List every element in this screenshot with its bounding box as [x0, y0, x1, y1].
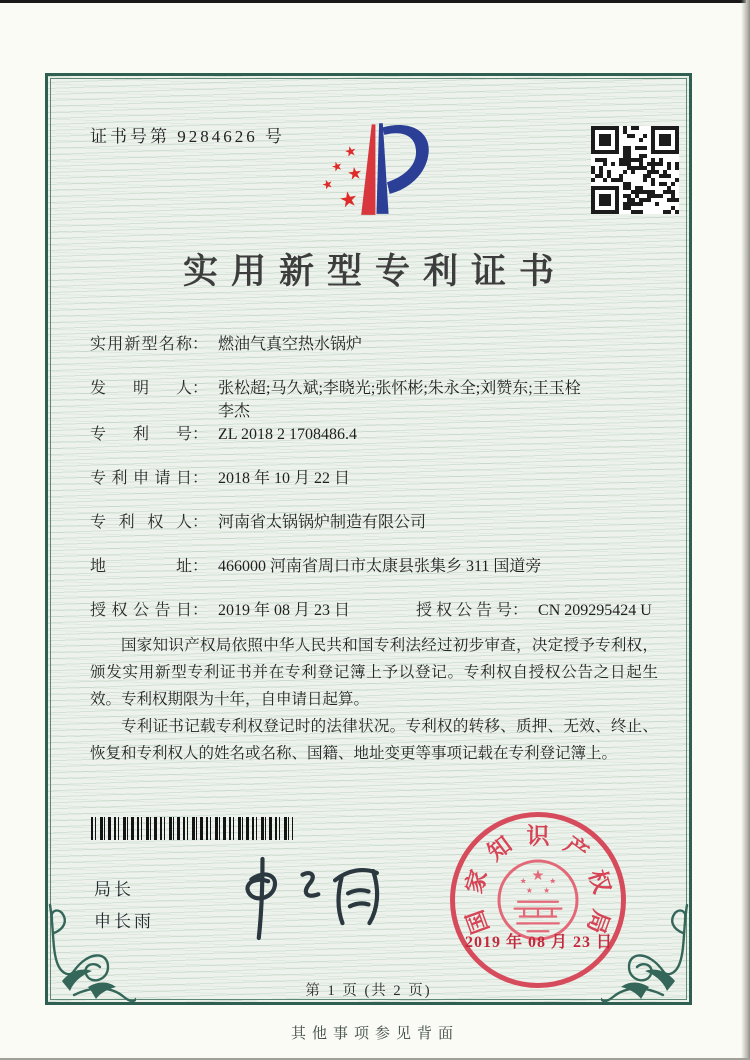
field-value: 燃油气真空热水锅炉	[218, 336, 363, 353]
seal-date: 2019 年 08 月 23 日	[464, 934, 613, 951]
legal-paragraph-1: 国家知识产权局依照中华人民共和国专利法经过初步审查，决定授予专利权，颁发实用新型专利证书并在专利登记簿上予以登记。专利权自授权公告之日起生效。专利权期限为十年，自申请日起算。	[90, 637, 658, 708]
seal-agency-char: 国	[461, 906, 494, 938]
colon: ：	[192, 514, 209, 531]
svg-text:★: ★	[519, 876, 527, 886]
field-utility-model-name	[90, 333, 670, 356]
colon: ：	[192, 470, 209, 487]
field-label: 实用新型名称	[90, 336, 192, 353]
field-value: ZL 2018 2 1708486.4	[218, 426, 357, 443]
logo-blue-wedge	[376, 123, 388, 214]
field-value: 466000 河南省周口市太康县张集乡 311 国道旁	[218, 558, 542, 575]
director-signature	[216, 848, 402, 948]
field-value: CN 209295424 U	[538, 602, 652, 619]
page-indicator: 第 1 页 (共 2 页)	[305, 983, 432, 999]
cnipa-seal-icon	[450, 812, 626, 988]
seal-agency-char: 局	[582, 906, 615, 938]
inventors-line2: 李杰	[218, 403, 251, 420]
corner-flourish-icon	[44, 903, 136, 1007]
field-label: 地址	[90, 558, 192, 575]
inventors-line1: 张松超;马久斌;李晓光;张怀彬;朱永全;刘赞东;王玉栓	[218, 380, 581, 397]
field-value: 2019 年 08 月 23 日	[218, 602, 351, 619]
cnipa-logo-icon	[298, 118, 456, 236]
svg-text:★: ★	[549, 876, 557, 886]
certificate-number: 证书号第 9284626 号	[90, 127, 285, 146]
field-label: 发明人	[90, 380, 192, 397]
legal-text	[90, 632, 658, 767]
barcode-icon	[91, 817, 293, 840]
field-label: 专利权人	[90, 514, 192, 531]
field-filing-date	[90, 467, 670, 490]
svg-text:★: ★	[531, 867, 545, 885]
legal-paragraph-2: 专利证书记载专利权登记时的法律状况。专利权的转移、质押、无效、终止、恢复和专利权人的姓名或名称、国籍、地址变更等事项记载在专利登记簿上。	[90, 718, 658, 762]
certificate-title: 实用新型专利证书	[182, 252, 567, 291]
certificate-frame	[45, 73, 692, 1005]
colon: ：	[192, 426, 209, 443]
field-list	[90, 333, 670, 643]
colon: ：	[192, 602, 209, 619]
field-label: 授权公告日	[90, 602, 192, 619]
corner-flourish-icon	[601, 903, 693, 1007]
svg-text:★: ★	[343, 142, 359, 162]
seal-agency-char: 知	[482, 830, 517, 866]
svg-text:★: ★	[345, 162, 364, 185]
svg-text:★: ★	[329, 157, 345, 176]
qr-code-icon	[591, 126, 679, 214]
back-note: 其他事项参见背面	[290, 1026, 459, 1042]
seal-agency-char: 权	[584, 866, 616, 897]
field-address	[90, 555, 670, 578]
field-inventors	[90, 377, 670, 423]
svg-text:★: ★	[337, 185, 361, 213]
scan-edge-right	[741, 0, 750, 1060]
seal-agency-char: 产	[559, 830, 594, 866]
colon: ：	[192, 558, 209, 575]
field-label: 专利申请日	[90, 470, 192, 487]
logo-p-bowl	[382, 125, 429, 194]
field-patent-number	[90, 423, 670, 446]
field-value: 河南省太锅锅炉制造有限公司	[218, 514, 427, 531]
scan-edge-top	[0, 0, 746, 3]
colon: ：	[192, 380, 209, 397]
field-grant-row	[90, 599, 670, 622]
seal-agency-char: 家	[460, 866, 492, 897]
svg-text:★: ★	[543, 886, 551, 896]
seal-agency-char: 识	[526, 822, 550, 849]
officer-name: 申长雨	[94, 912, 154, 931]
colon: ：	[512, 602, 529, 619]
logo-red-wedge	[361, 124, 375, 215]
svg-text:★: ★	[319, 175, 336, 194]
field-value: 2018 年 10 月 22 日	[218, 470, 351, 487]
field-label: 授权公告号	[416, 602, 513, 619]
colon: ：	[192, 336, 209, 353]
svg-text:★: ★	[525, 886, 533, 896]
field-value	[218, 377, 581, 423]
field-label: 专利号	[90, 426, 192, 443]
field-patentee	[90, 511, 670, 534]
officer-title: 局长	[94, 880, 134, 899]
